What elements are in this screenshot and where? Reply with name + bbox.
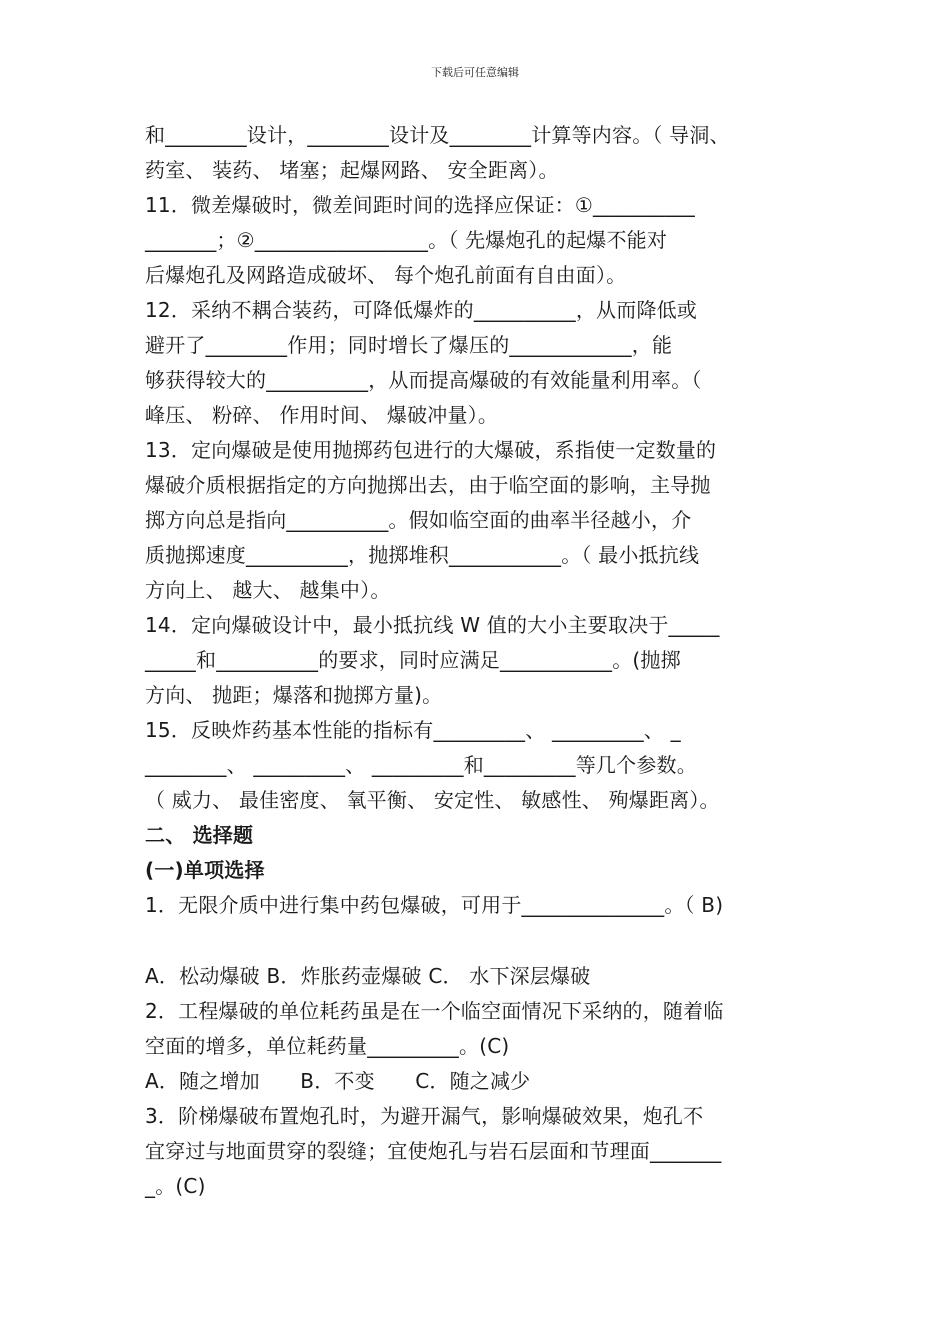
text-line: ________、 _________、 _________和_________等几个参数。 bbox=[145, 753, 697, 777]
text-line: 药室、 装药、 堵塞；起爆网路、 安全距离）。 bbox=[145, 158, 559, 182]
question-13: 13．定向爆破是使用抛掷药包进行的大爆破，系指使一定数量的 bbox=[145, 438, 717, 462]
choice-options: A．松动爆破 B．炸胀药壶爆破 C． 水下深层爆破 bbox=[145, 964, 591, 988]
text-line: 掷方向总是指向__________。假如临空面的曲率半径越小，介 bbox=[145, 508, 692, 532]
text-line: 峰压、 粉碎、 作用时间、 爆破冲量）。 bbox=[145, 403, 499, 427]
text-line: （ 威力、 最佳密度、 氧平衡、 安定性、 敏感性、 殉爆距离）。 bbox=[145, 788, 720, 812]
text-line: 够获得较大的__________，从而提高爆破的有效能量利用率。（ bbox=[145, 368, 702, 392]
text-line: 避开了________作用；同时增长了爆压的____________，能 bbox=[145, 333, 673, 357]
document-body bbox=[145, 118, 815, 1204]
text-line: 空面的增多，单位耗药量_________。(C) bbox=[145, 1034, 510, 1058]
text-line: 质抛掷速度__________，抛掷堆积___________。（ 最小抵抗线 bbox=[145, 543, 700, 567]
subsection-heading: (一)单项选择 bbox=[145, 858, 265, 882]
question-12: 12．采纳不耦合装药，可降低爆炸的__________，从而降低或 bbox=[145, 298, 698, 322]
text-line: _______；②_________________。（ 先爆炮孔的起爆不能对 bbox=[145, 228, 668, 252]
text-line: 方向、 抛距；爆落和抛掷方量)。 bbox=[145, 683, 443, 707]
choice-question-3: 3．阶梯爆破布置炮孔时，为避开漏气，影响爆破效果，炮孔不 bbox=[145, 1104, 704, 1128]
text-line: _。(C) bbox=[145, 1174, 206, 1198]
text-line: 方向上、 越大、 越集中）。 bbox=[145, 578, 391, 602]
text-line: 和________设计，________设计及________计算等内容。（ 导洞、 bbox=[145, 123, 730, 147]
choice-question-2: 2．工程爆破的单位耗药虽是在一个临空面情况下采纳的，随着临 bbox=[145, 999, 724, 1023]
text-line: 后爆炮孔及网路造成破坏、 每个炮孔前面有自由面）。 bbox=[145, 263, 627, 287]
blank-line bbox=[145, 923, 815, 959]
question-14: 14．定向爆破设计中，最小抵抗线 W 值的大小主要取决于_____ bbox=[145, 613, 720, 637]
page-header: 下载后可任意编辑 bbox=[431, 66, 519, 79]
question-15: 15．反映炸药基本性能的指标有_________、 _________、 _ bbox=[145, 718, 681, 742]
question-11: 11．微差爆破时，微差间距时间的选择应保证：①__________ bbox=[145, 193, 695, 217]
text-line: 爆破介质根据指定的方向抛掷出去，由于临空面的影响，主导抛 bbox=[145, 473, 711, 497]
section-heading: 二、 选择题 bbox=[145, 823, 254, 847]
choice-options: A．随之增加 B．不变 C．随之减少 bbox=[145, 1069, 531, 1093]
text-line: _____和__________的要求，同时应满足___________。(抛掷 bbox=[145, 648, 681, 672]
text-line: 宜穿过与地面贯穿的裂缝；宜使炮孔与岩石层面和节理面_______ bbox=[145, 1139, 722, 1163]
choice-question-1: 1．无限介质中进行集中药包爆破，可用于______________。（ B) bbox=[145, 893, 724, 917]
